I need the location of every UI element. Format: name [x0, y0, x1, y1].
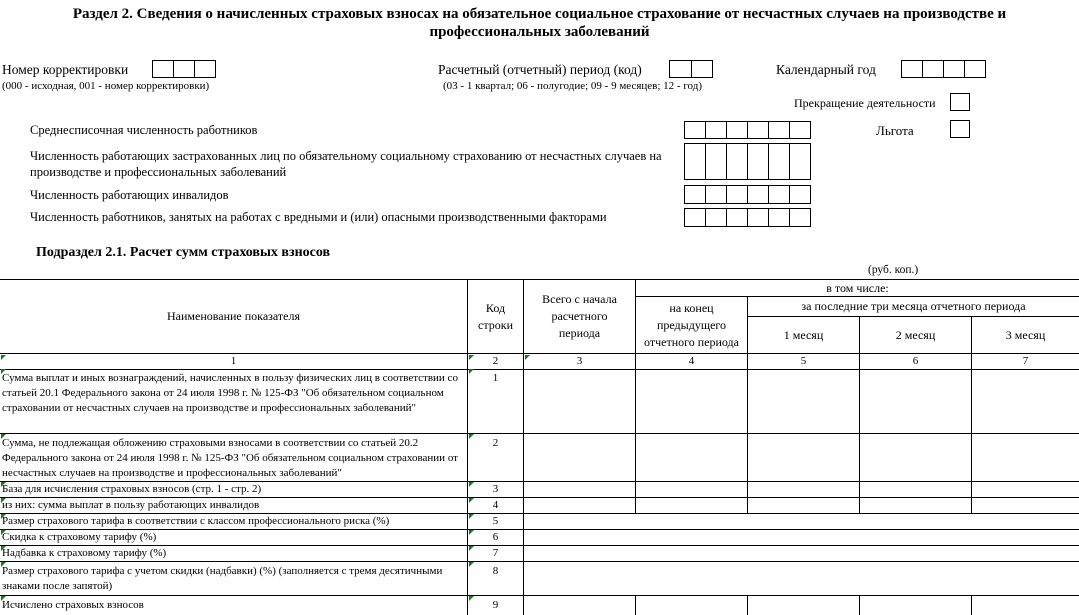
- cell-marker: [1, 562, 6, 567]
- row-code: 7: [468, 546, 524, 561]
- month1-header: 1 месяц: [748, 317, 860, 354]
- units-label: (руб. коп.): [868, 264, 919, 276]
- termination-label: Прекращение деятельности: [794, 96, 936, 110]
- cell-marker: [1, 355, 6, 360]
- period-label: Расчетный (отчетный) период (код): [438, 62, 642, 77]
- cell-marker: [469, 546, 474, 551]
- count-label-disabled: Численность работающих инвалидов: [30, 188, 229, 202]
- row-name: Сумма, не подлежащая обложению страховыми взносами в соответствии со статьей 20.2 Федерального закона от 24 июля 1998 г. № 125-ФЗ "Об обязательном социальном страховании от несчастных случаев на производстве и профессиональных заболеваний": [0, 434, 468, 481]
- row-name: Исчислено страховых взносов: [0, 596, 468, 615]
- col-number: 3: [524, 354, 636, 370]
- hazard-headcount-field[interactable]: [684, 208, 811, 227]
- value-cell[interactable]: [636, 434, 748, 481]
- value-cell[interactable]: [524, 562, 1079, 595]
- value-cell[interactable]: [524, 482, 636, 497]
- row-name: Скидка к страховому тарифу (%): [0, 530, 468, 545]
- cell-marker: [469, 434, 474, 439]
- cell-marker: [1, 482, 6, 487]
- value-cell[interactable]: [636, 482, 748, 497]
- row-code: 3: [468, 482, 524, 497]
- cell-marker: [1, 514, 6, 519]
- value-cell[interactable]: [524, 369, 636, 433]
- table-row: [0, 562, 1079, 596]
- value-cell[interactable]: [748, 369, 860, 433]
- value-cell[interactable]: [860, 596, 972, 615]
- col-number: 2: [468, 354, 524, 370]
- value-cell[interactable]: [636, 369, 748, 433]
- table-body: [0, 369, 1079, 615]
- row-code: 9: [468, 596, 524, 615]
- correction-hint: (000 - исходная, 001 - номер корректировки): [2, 80, 210, 92]
- table-row: [0, 498, 1079, 514]
- table-row: [0, 530, 1079, 546]
- value-cell[interactable]: [860, 482, 972, 497]
- value-cell[interactable]: [972, 596, 1079, 615]
- value-cell[interactable]: [972, 482, 1079, 497]
- period-hint: (03 - 1 квартал; 06 - полугодие; 09 - 9 месяцев; 12 - год): [443, 80, 702, 92]
- col-total-header: Всего с начала расчетного периода: [524, 280, 636, 354]
- row-name: Надбавка к страховому тарифу (%): [0, 546, 468, 561]
- value-cell[interactable]: [748, 482, 860, 497]
- row-code: 8: [468, 562, 524, 595]
- col-number: 1: [0, 354, 468, 370]
- row-code: 2: [468, 434, 524, 481]
- row-name: Размер страхового тарифа с учетом скидки (надбавки) (%) (заполняется с тремя десятичными знаками после запятой): [0, 562, 468, 595]
- incl-header: в том числе:: [636, 280, 1079, 297]
- termination-checkbox[interactable]: [950, 93, 970, 111]
- table-row: [0, 596, 1079, 615]
- value-cell[interactable]: [748, 434, 860, 481]
- row-name: из них: сумма выплат в пользу работающих инвалидов: [0, 498, 468, 513]
- col-number: 6: [860, 354, 972, 370]
- value-cell[interactable]: [524, 596, 636, 615]
- col-prev-header: на конец предыдущего отчетного периода: [636, 297, 748, 354]
- value-cell[interactable]: [860, 369, 972, 433]
- col-number: 7: [972, 354, 1079, 370]
- value-cell[interactable]: [748, 498, 860, 513]
- cell-marker: [1, 434, 6, 439]
- row-name: Размер страхового тарифа в соответствии с классом профессионального риска (%): [0, 514, 468, 529]
- insured-headcount-field[interactable]: [684, 143, 811, 180]
- cell-marker: [469, 482, 474, 487]
- row-code: 4: [468, 498, 524, 513]
- year-label: Календарный год: [776, 62, 876, 77]
- count-label-hazard: Численность работников, занятых на работах с вредными и (или) опасными производственными факторами: [30, 210, 607, 224]
- section-title: Раздел 2. Сведения о начисленных страховых взносах на обязательное социальное страхование от несчастных случаев на производстве и профессиональных заболеваний: [72, 6, 1007, 40]
- cell-marker: [1, 596, 6, 601]
- row-code: 6: [468, 530, 524, 545]
- subsection-title: Подраздел 2.1. Расчет сумм страховых взносов: [36, 245, 331, 260]
- value-cell[interactable]: [524, 530, 1079, 545]
- cell-marker: [469, 596, 474, 601]
- value-cell[interactable]: [524, 498, 636, 513]
- value-cell[interactable]: [524, 546, 1079, 561]
- col-code-header: Код строки: [468, 280, 524, 354]
- table-row: [0, 369, 1079, 434]
- cell-marker: [1, 498, 6, 503]
- value-cell[interactable]: [860, 498, 972, 513]
- correction-label: Номер корректировки: [2, 62, 129, 77]
- disabled-headcount-field[interactable]: [684, 185, 811, 204]
- cell-marker: [1, 546, 6, 551]
- table-row: [0, 434, 1079, 482]
- value-cell[interactable]: [972, 498, 1079, 513]
- value-cell[interactable]: [860, 434, 972, 481]
- value-cell[interactable]: [524, 514, 1079, 529]
- table-row: [0, 514, 1079, 530]
- col-number: 4: [636, 354, 748, 370]
- cell-marker: [1, 530, 6, 535]
- row-name: Сумма выплат и иных вознаграждений, начисленных в пользу физических лиц в соответствии со статьей 20.1 Федерального закона от 24 июля 1998 г. № 125-ФЗ "Об обязательном социальном страховании от несчастных случаев на производстве и профессиональных заболеваний": [0, 369, 468, 433]
- month2-header: 2 месяц: [860, 317, 972, 354]
- cell-marker: [469, 355, 474, 360]
- calendar-year-field[interactable]: [901, 60, 986, 78]
- cell-marker: [469, 369, 474, 374]
- row-name: База для исчисления страховых взносов (стр. 1 - стр. 2): [0, 482, 468, 497]
- cell-marker: [1, 369, 6, 374]
- table-row: [0, 546, 1079, 562]
- row-code: 5: [468, 514, 524, 529]
- correction-number-field[interactable]: [152, 60, 216, 78]
- month3-header: 3 месяц: [972, 317, 1079, 354]
- cell-marker: [525, 355, 530, 360]
- cell-marker: [469, 498, 474, 503]
- col-name-header: Наименование показателя: [0, 280, 468, 354]
- count-label-insured: Численность работающих застрахованных лиц по обязательному социальному страхованию от несчастных случаев на производстве и профессиональных заболеваний: [30, 149, 662, 179]
- count-label-average: Среднесписочная численность работников: [30, 123, 258, 137]
- value-cell[interactable]: [972, 434, 1079, 481]
- period-code-field[interactable]: [669, 60, 713, 78]
- last3-header: за последние три месяца отчетного периода: [748, 297, 1079, 317]
- cell-marker: [469, 514, 474, 519]
- average-headcount-field[interactable]: [684, 121, 811, 139]
- table-row: [0, 482, 1079, 498]
- value-cell[interactable]: [972, 369, 1079, 433]
- value-cell[interactable]: [748, 596, 860, 615]
- value-cell[interactable]: [524, 434, 636, 481]
- cell-marker: [469, 530, 474, 535]
- col-number: 5: [748, 354, 860, 370]
- value-cell[interactable]: [636, 498, 748, 513]
- benefit-checkbox[interactable]: [950, 120, 970, 138]
- benefit-label: Льгота: [876, 123, 914, 138]
- value-cell[interactable]: [636, 596, 748, 615]
- cell-marker: [469, 562, 474, 567]
- row-code: 1: [468, 369, 524, 433]
